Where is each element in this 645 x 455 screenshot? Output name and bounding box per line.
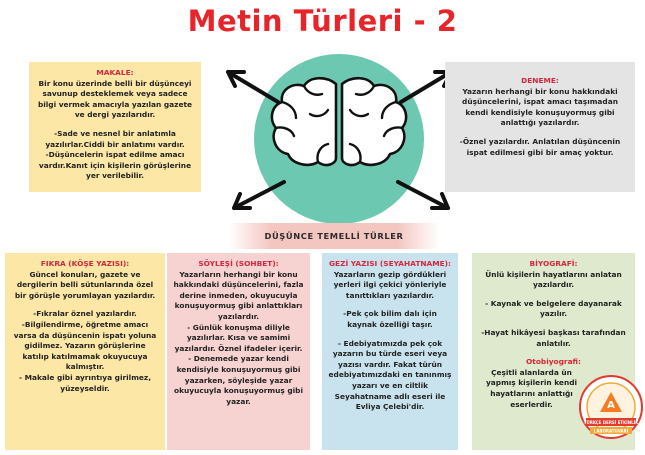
fikra-text-1: Güncel konuları, gazete ve dergilerin belli sütunlarında özel bir görüşle yorumlayan yazılardır.	[14, 269, 156, 300]
soylesi-text-2: - Günlük konuşma diliyle yazılırlar. Kısa ve samimi yazılardır. Öznel ifadeler içerir.	[174, 322, 303, 353]
deneme-text-1: Yazarın herhangi bir konu hakkındaki düşüncelerini, ispat amacı taşımadan kendi kendisiyle konuşuyormuş gibi anlattığı yazılardır.	[462, 86, 618, 128]
arrow-down-left-icon	[228, 178, 288, 214]
makale-text-2: -Sade ve nesnel bir anlatımla yazılırlar.Ciddi bir anlatımı vardır.	[45, 128, 185, 149]
arrow-up-left-icon	[222, 66, 282, 106]
brain-icon	[266, 74, 412, 170]
makale-card	[29, 62, 201, 192]
biyografi-text-1: Ünlü kişilerin hayatlarını anlatan yazılardır.	[485, 269, 622, 290]
deneme-card	[445, 62, 635, 192]
biyografi-text-2: - Kaynak ve belgelere dayanarak yazılır.	[485, 298, 622, 319]
logo-line-2: LABORATUVARI	[593, 428, 629, 434]
makale-text-3: -Düşüncelerin ispat edilme amacı vardır.Kanıt için kişilerin görüşlerine yer verilebilir.	[38, 150, 192, 181]
gezi-heading: GEZİ YAZISI (SEYAHATNAME):	[328, 259, 452, 268]
deneme-text-2: -Öznel yazılardır. Anlatılan düşüncenin ispat edilmesi gibi bir amaç yoktur.	[459, 136, 621, 157]
makale-heading: MAKALE:	[96, 68, 134, 77]
page-title: Metin Türleri - 2	[187, 4, 458, 38]
fikra-text-3: -Bilgilendirme, öğretme amacı varsa da düşüncenin ispatı yoluna gidilmez. Yazarın görüşlerine katılıp katılmamak okuyucuya kalmıştır.	[13, 319, 157, 372]
fikra-card	[5, 253, 165, 450]
lab-logo	[578, 374, 644, 440]
fikra-text-2: -Fıkralar öznel yazılardır.	[33, 309, 137, 319]
gezi-card	[322, 253, 458, 450]
gezi-text-1: Yazarların gezip gördükleri yerleri ilgi çekici yönleriyle tanıttıkları yazılardır.	[333, 269, 447, 300]
logo-line-1: TÜRKÇE DERSİ ETKİNLİK	[583, 420, 639, 425]
fikra-heading: FIKRA (KÖŞE YAZISI):	[40, 259, 130, 268]
soylesi-text-3: - Denemede yazar kendi kendisiyle konuşuyormuş gibi yazarken, söyleşide yazar okuyucuyla konuşuyormuş gibi yazar.	[174, 354, 303, 406]
logo-letter: A	[607, 400, 615, 411]
makale-text-1: Bir konu üzerinde belli bir düşünceyi savunup desteklemek veya sadece bilgi vermek amacıyla yazılan gazete ve dergi yazılarıdır.	[37, 78, 193, 120]
section-banner: DÜŞÜNCE TEMELLİ TÜRLER	[229, 223, 439, 249]
otobiyografi-heading: Otobiyografi:	[526, 357, 581, 367]
soylesi-text-1: Yazarların herhangi bir konu hakkındaki düşüncelerini, fazla derine inmeden, okuyucuyla konuşuyormuş gibi anlattıkları yazılardır.	[173, 269, 304, 321]
soylesi-heading: SÖYLEŞİ (SOHBET):	[198, 259, 279, 268]
gezi-text-3: - Edebiyatımızda pek çok yazarın bu türde eseri veya yazısı vardır. Fakat türün edebiyatımızdaki en tanınmış yazarı ve en ciltlik Seyahatname adlı eseri ile Evliya Çelebi'dir.	[328, 338, 452, 412]
soylesi-card	[167, 253, 310, 450]
biyografi-heading: BİYOGRAFİ:	[529, 259, 578, 268]
gezi-text-2: -Pek çok bilim dalı için kaynak özelliği taşır.	[343, 309, 437, 329]
biyografi-text-4: Çeşitli alanlarda ün yapmış kişilerin kendi hayatlarını anlattığı eserlerdir.	[485, 367, 578, 409]
biyografi-text-3: -Hayat hikâyesi başkası tarafından anlatılır.	[481, 327, 626, 348]
deneme-heading: DENEME:	[521, 76, 559, 85]
fikra-text-4: - Makale gibi ayrıntıya girilmez, yüzeyseldir.	[18, 372, 152, 393]
